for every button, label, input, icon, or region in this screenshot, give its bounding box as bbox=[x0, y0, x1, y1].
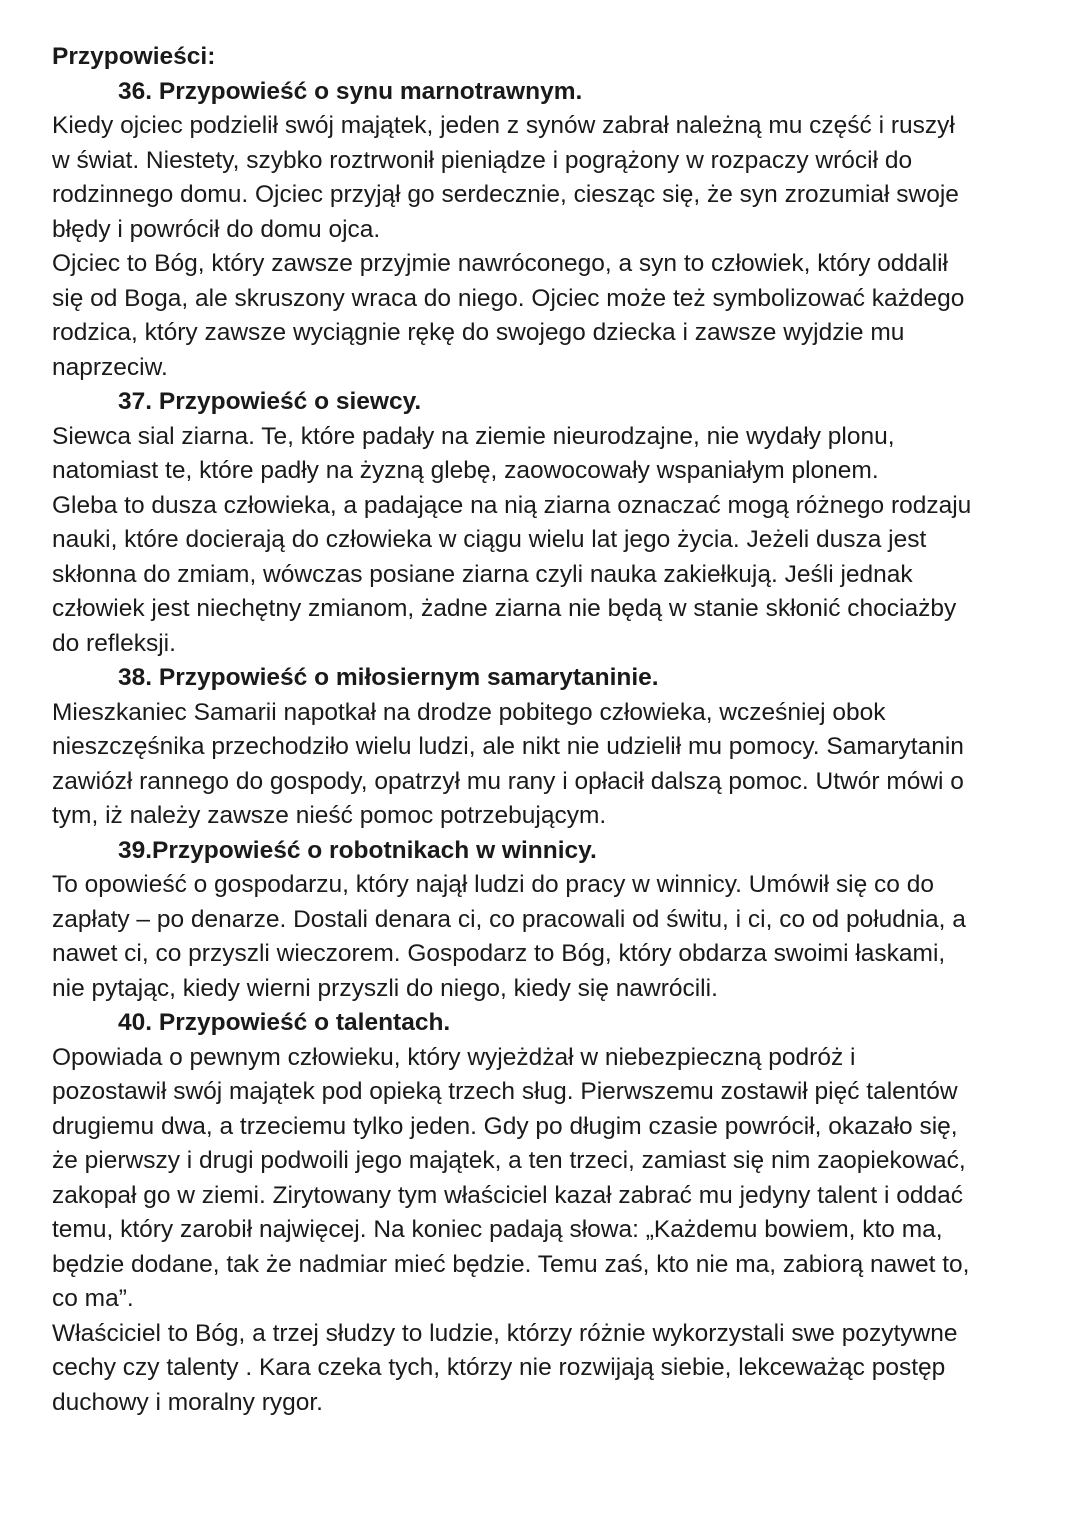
section-heading: 40. Przypowieść o talentach. bbox=[118, 1009, 451, 1036]
section-heading: 37. Przypowieść o siewcy. bbox=[118, 388, 422, 415]
paragraph: To opowieść o gospodarzu, który najął ludzi do pracy w winnicy. Umówił się co do zapłaty – po denarze. Dostali denara ci, co pracowali od świtu, i ci, co od południa, a nawet ci, co przyszli wieczorem. Gospodarz to Bóg, który obdarza swoimi łaskami, nie pytając, kiedy wierni przyszli do niego, kiedy się nawrócili. bbox=[52, 871, 966, 1002]
paragraph: Mieszkaniec Samarii napotkał na drodze pobitego człowieka, wcześniej obok nieszczęśnika przechodziło wielu ludzi, ale nikt nie udzielił mu pomocy. Samarytanin zawiózł rannego do gospody, opatrzył mu rany i opłacił dalszą pomoc. Utwór mówi o tym, iż należy zawsze nieść pomoc potrzebującym. bbox=[52, 698, 964, 829]
document-page bbox=[52, 40, 1052, 1420]
paragraph: Siewca sial ziarna. Te, które padały na ziemie nieurodzajne, nie wydały plonu, natomiast te, które padły na żyzną glebę, zaowocowały wspaniałym plonem. bbox=[52, 422, 895, 484]
parable-section-36 bbox=[52, 75, 1052, 386]
paragraph: Gleba to dusza człowieka, a padające na nią ziarna oznaczać mogą różnego rodzaju nauki, które docierają do człowieka w ciągu wielu lat jego życia. Jeżeli dusza jest skłonna do zmiam, wówczas posiane ziarna czyli nauka zakiełkują. Jeśli jednak człowiek jest niechętny zmianom, żadne ziarna nie będą w stanie skłonić chociażby do refleksji. bbox=[52, 491, 972, 657]
section-heading: 36. Przypowieść o synu marnotrawnym. bbox=[118, 77, 583, 105]
paragraph: Kiedy ojciec podzielił swój majątek, jeden z synów zabrał należną mu część i ruszył w świat. Niestety, szybko roztrwonił pieniądze i pogrążony w rozpaczy wrócił do rodzinnego domu. Ojciec przyjął go serdecznie, ciesząc się, że syn zrozumiał swoje błędy i powrócił do domu ojca. bbox=[52, 112, 959, 243]
paragraph: Opowiada o pewnym człowieku, który wyjeżdżał w niebezpieczną podróż i pozostawił swój majątek pod opieką trzech sług. Pierwszemu zostawił pięć talentów drugiemu dwa, a trzeciemu tylko jeden. Gdy po długim czasie powrócił, okazało się, że pierwszy i drugi podwoili jego majątek, a ten trzeci, zamiast się nim zaopiekować, zakopał go w ziemi. Zirytowany tym właściciel kazał zabrać mu jedyny talent i oddać temu, który zarobił najwięcej. Na koniec padają słowa: „Każdemu bowiem, kto ma, będzie dodane, tak że nadmiar mieć będzie. Temu zaś, kto nie ma, zabiorą nawet to, co ma”. bbox=[52, 1043, 970, 1312]
paragraph: Ojciec to Bóg, który zawsze przyjmie nawróconego, a syn to człowiek, który oddalił się od Boga, ale skruszony wraca do niego. Ojciec może też symbolizować każdego rodzica, który zawsze wyciągnie rękę do swojego dziecka i zawsze wyjdzie mu naprzeciw. bbox=[52, 250, 965, 381]
parable-section-39 bbox=[52, 834, 1052, 1007]
parable-section-40 bbox=[52, 1006, 1052, 1420]
document-title: Przypowieści: bbox=[52, 43, 216, 70]
section-heading: 38. Przypowieść o miłosiernym samarytaninie. bbox=[118, 664, 659, 691]
paragraph: Właściciel to Bóg, a trzej słudzy to ludzie, którzy różnie wykorzystali swe pozytywne cechy czy talenty . Kara czeka tych, którzy nie rozwijają siebie, lekceważąc postęp duchowy i moralny rygor. bbox=[52, 1319, 958, 1416]
parable-section-37 bbox=[52, 385, 1052, 661]
section-heading: 39.Przypowieść o robotnikach w winnicy. bbox=[118, 836, 597, 864]
parable-section-38 bbox=[52, 661, 1052, 834]
